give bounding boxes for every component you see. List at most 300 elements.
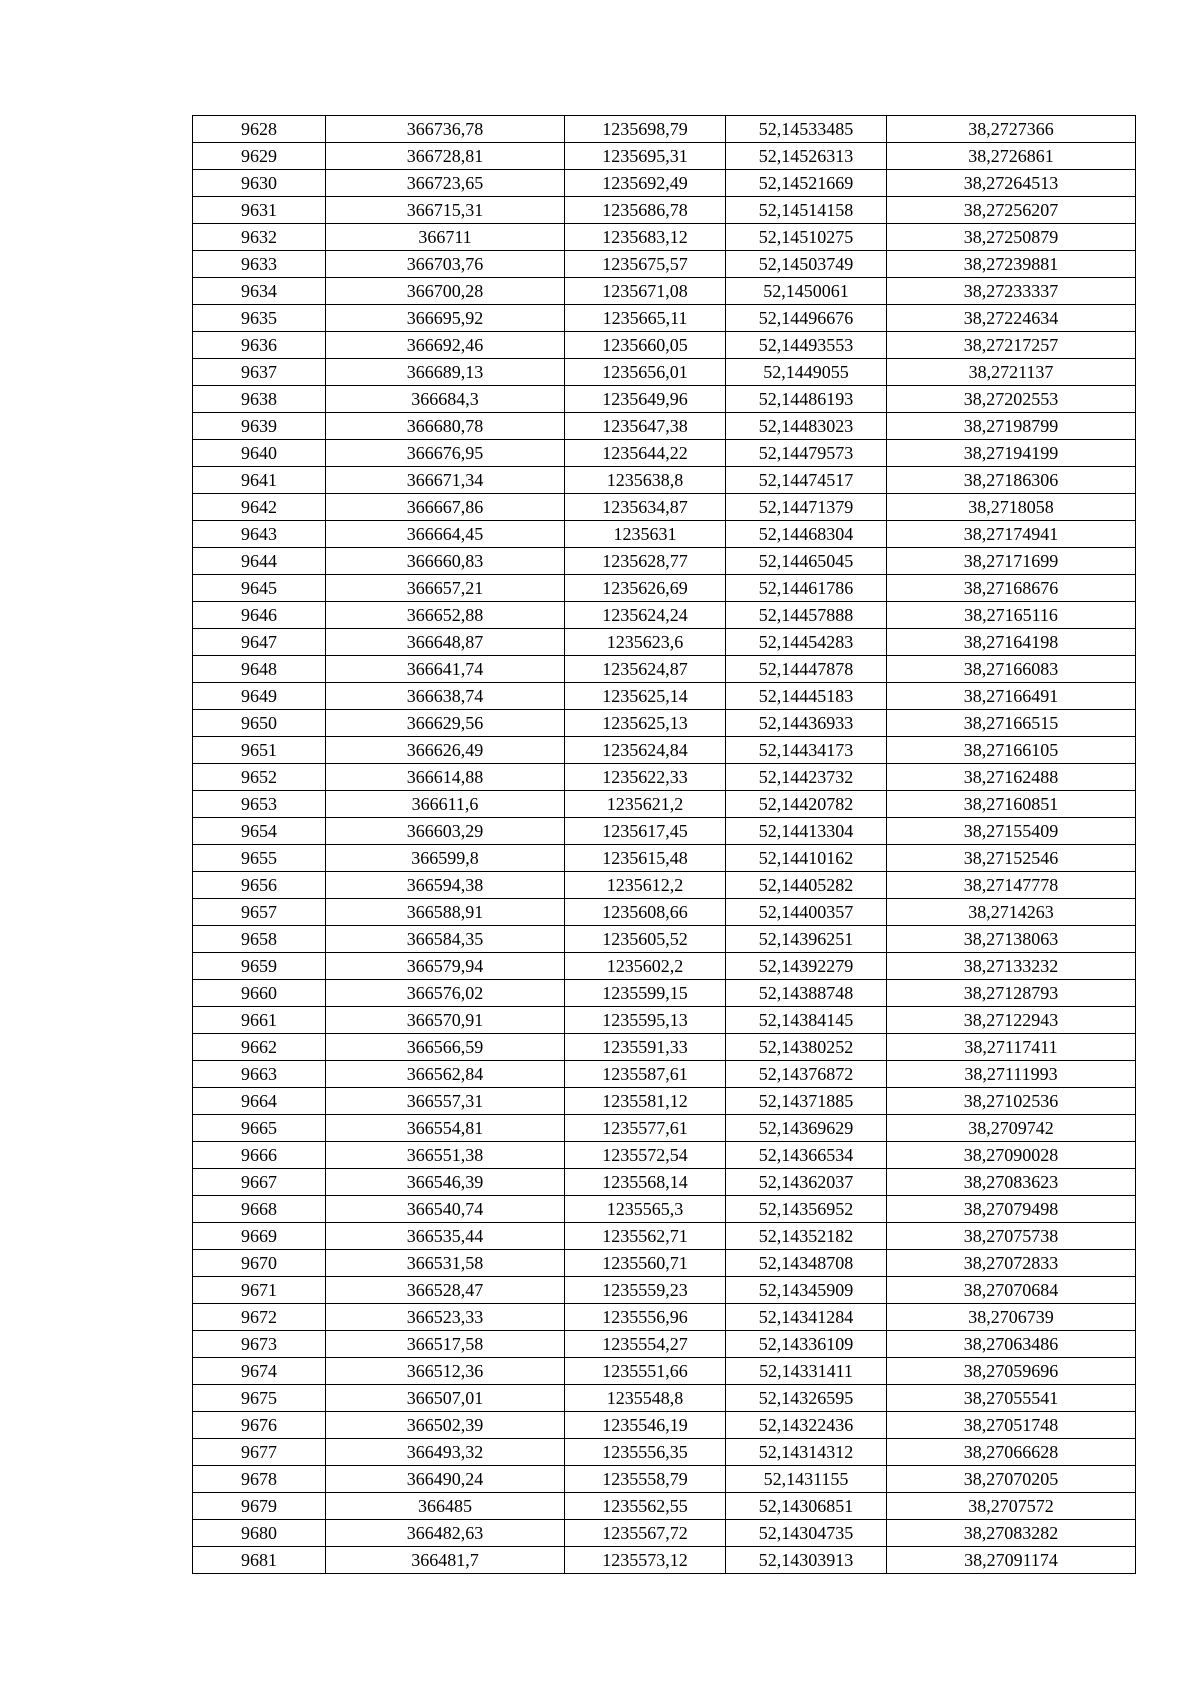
point-number-cell: 9653: [193, 791, 326, 818]
table-row: [193, 116, 1136, 143]
x-coordinate-cell: 366614,88: [326, 764, 565, 791]
point-number-cell: 9678: [193, 1466, 326, 1493]
point-number-cell: 9681: [193, 1547, 326, 1574]
longitude-cell: 38,27102536: [887, 1088, 1136, 1115]
point-number-cell: 9641: [193, 467, 326, 494]
x-coordinate-cell: 366554,81: [326, 1115, 565, 1142]
table-row: [193, 1520, 1136, 1547]
y-coordinate-cell: 1235634,87: [565, 494, 726, 521]
latitude-cell: 52,14384145: [726, 1007, 887, 1034]
point-number-cell: 9661: [193, 1007, 326, 1034]
y-coordinate-cell: 1235675,57: [565, 251, 726, 278]
y-coordinate-cell: 1235612,2: [565, 872, 726, 899]
x-coordinate-cell: 366715,31: [326, 197, 565, 224]
table-row: [193, 791, 1136, 818]
latitude-cell: 52,14304735: [726, 1520, 887, 1547]
y-coordinate-cell: 1235602,2: [565, 953, 726, 980]
table-row: [193, 980, 1136, 1007]
x-coordinate-cell: 366641,74: [326, 656, 565, 683]
point-number-cell: 9667: [193, 1169, 326, 1196]
longitude-cell: 38,27166515: [887, 710, 1136, 737]
x-coordinate-cell: 366546,39: [326, 1169, 565, 1196]
table-row: [193, 1412, 1136, 1439]
table-row: [193, 602, 1136, 629]
y-coordinate-cell: 1235568,14: [565, 1169, 726, 1196]
point-number-cell: 9638: [193, 386, 326, 413]
table-row: [193, 359, 1136, 386]
longitude-cell: 38,27166105: [887, 737, 1136, 764]
table-row: [193, 224, 1136, 251]
y-coordinate-cell: 1235581,12: [565, 1088, 726, 1115]
y-coordinate-cell: 1235656,01: [565, 359, 726, 386]
latitude-cell: 52,14366534: [726, 1142, 887, 1169]
point-number-cell: 9647: [193, 629, 326, 656]
table-row: [193, 1493, 1136, 1520]
latitude-cell: 52,14423732: [726, 764, 887, 791]
point-number-cell: 9666: [193, 1142, 326, 1169]
x-coordinate-cell: 366528,47: [326, 1277, 565, 1304]
point-number-cell: 9640: [193, 440, 326, 467]
table-row: [193, 1466, 1136, 1493]
longitude-cell: 38,2709742: [887, 1115, 1136, 1142]
x-coordinate-cell: 366664,45: [326, 521, 565, 548]
coordinates-table: [192, 115, 1136, 1574]
point-number-cell: 9644: [193, 548, 326, 575]
longitude-cell: 38,27233337: [887, 278, 1136, 305]
point-number-cell: 9665: [193, 1115, 326, 1142]
y-coordinate-cell: 1235617,45: [565, 818, 726, 845]
latitude-cell: 52,1431155: [726, 1466, 887, 1493]
x-coordinate-cell: 366667,86: [326, 494, 565, 521]
point-number-cell: 9628: [193, 116, 326, 143]
longitude-cell: 38,27194199: [887, 440, 1136, 467]
x-coordinate-cell: 366594,38: [326, 872, 565, 899]
y-coordinate-cell: 1235587,61: [565, 1061, 726, 1088]
point-number-cell: 9639: [193, 413, 326, 440]
point-number-cell: 9679: [193, 1493, 326, 1520]
latitude-cell: 52,14445183: [726, 683, 887, 710]
x-coordinate-cell: 366493,32: [326, 1439, 565, 1466]
x-coordinate-cell: 366512,36: [326, 1358, 565, 1385]
y-coordinate-cell: 1235556,96: [565, 1304, 726, 1331]
point-number-cell: 9659: [193, 953, 326, 980]
longitude-cell: 38,27072833: [887, 1250, 1136, 1277]
longitude-cell: 38,27198799: [887, 413, 1136, 440]
y-coordinate-cell: 1235631: [565, 521, 726, 548]
y-coordinate-cell: 1235628,77: [565, 548, 726, 575]
y-coordinate-cell: 1235665,11: [565, 305, 726, 332]
latitude-cell: 52,14348708: [726, 1250, 887, 1277]
y-coordinate-cell: 1235671,08: [565, 278, 726, 305]
y-coordinate-cell: 1235621,2: [565, 791, 726, 818]
table-row: [193, 872, 1136, 899]
x-coordinate-cell: 366576,02: [326, 980, 565, 1007]
x-coordinate-cell: 366652,88: [326, 602, 565, 629]
point-number-cell: 9672: [193, 1304, 326, 1331]
y-coordinate-cell: 1235686,78: [565, 197, 726, 224]
y-coordinate-cell: 1235624,87: [565, 656, 726, 683]
longitude-cell: 38,2727366: [887, 116, 1136, 143]
table-row: [193, 143, 1136, 170]
table-row: [193, 1304, 1136, 1331]
x-coordinate-cell: 366657,21: [326, 575, 565, 602]
x-coordinate-cell: 366490,24: [326, 1466, 565, 1493]
table-row: [193, 818, 1136, 845]
y-coordinate-cell: 1235567,72: [565, 1520, 726, 1547]
latitude-cell: 52,14521669: [726, 170, 887, 197]
longitude-cell: 38,27070684: [887, 1277, 1136, 1304]
longitude-cell: 38,27083282: [887, 1520, 1136, 1547]
latitude-cell: 52,14396251: [726, 926, 887, 953]
x-coordinate-cell: 366703,76: [326, 251, 565, 278]
x-coordinate-cell: 366660,83: [326, 548, 565, 575]
x-coordinate-cell: 366502,39: [326, 1412, 565, 1439]
x-coordinate-cell: 366629,56: [326, 710, 565, 737]
point-number-cell: 9634: [193, 278, 326, 305]
y-coordinate-cell: 1235698,79: [565, 116, 726, 143]
point-number-cell: 9642: [193, 494, 326, 521]
y-coordinate-cell: 1235554,27: [565, 1331, 726, 1358]
table-row: [193, 953, 1136, 980]
longitude-cell: 38,27166083: [887, 656, 1136, 683]
longitude-cell: 38,27117411: [887, 1034, 1136, 1061]
latitude-cell: 52,14461786: [726, 575, 887, 602]
table-row: [193, 548, 1136, 575]
longitude-cell: 38,27160851: [887, 791, 1136, 818]
x-coordinate-cell: 366481,7: [326, 1547, 565, 1574]
longitude-cell: 38,2726861: [887, 143, 1136, 170]
x-coordinate-cell: 366736,78: [326, 116, 565, 143]
table-row: [193, 332, 1136, 359]
point-number-cell: 9669: [193, 1223, 326, 1250]
point-number-cell: 9631: [193, 197, 326, 224]
x-coordinate-cell: 366482,63: [326, 1520, 565, 1547]
longitude-cell: 38,27138063: [887, 926, 1136, 953]
y-coordinate-cell: 1235591,33: [565, 1034, 726, 1061]
table-row: [193, 899, 1136, 926]
longitude-cell: 38,2707572: [887, 1493, 1136, 1520]
latitude-cell: 52,14341284: [726, 1304, 887, 1331]
y-coordinate-cell: 1235625,14: [565, 683, 726, 710]
longitude-cell: 38,27066628: [887, 1439, 1136, 1466]
point-number-cell: 9651: [193, 737, 326, 764]
point-number-cell: 9680: [193, 1520, 326, 1547]
table-row: [193, 1331, 1136, 1358]
latitude-cell: 52,14362037: [726, 1169, 887, 1196]
latitude-cell: 52,14483023: [726, 413, 887, 440]
latitude-cell: 52,14413304: [726, 818, 887, 845]
latitude-cell: 52,14526313: [726, 143, 887, 170]
latitude-cell: 52,14400357: [726, 899, 887, 926]
point-number-cell: 9676: [193, 1412, 326, 1439]
point-number-cell: 9655: [193, 845, 326, 872]
longitude-cell: 38,27133232: [887, 953, 1136, 980]
latitude-cell: 52,14436933: [726, 710, 887, 737]
y-coordinate-cell: 1235599,15: [565, 980, 726, 1007]
x-coordinate-cell: 366584,35: [326, 926, 565, 953]
latitude-cell: 52,14369629: [726, 1115, 887, 1142]
point-number-cell: 9670: [193, 1250, 326, 1277]
table-row: [193, 926, 1136, 953]
longitude-cell: 38,27155409: [887, 818, 1136, 845]
table-row: [193, 1115, 1136, 1142]
table-row: [193, 737, 1136, 764]
x-coordinate-cell: 366700,28: [326, 278, 565, 305]
longitude-cell: 38,27168676: [887, 575, 1136, 602]
table-row: [193, 197, 1136, 224]
x-coordinate-cell: 366517,58: [326, 1331, 565, 1358]
longitude-cell: 38,27166491: [887, 683, 1136, 710]
x-coordinate-cell: 366535,44: [326, 1223, 565, 1250]
point-number-cell: 9674: [193, 1358, 326, 1385]
longitude-cell: 38,27174941: [887, 521, 1136, 548]
latitude-cell: 52,14486193: [726, 386, 887, 413]
y-coordinate-cell: 1235560,71: [565, 1250, 726, 1277]
point-number-cell: 9649: [193, 683, 326, 710]
x-coordinate-cell: 366599,8: [326, 845, 565, 872]
point-number-cell: 9654: [193, 818, 326, 845]
table-row: [193, 1034, 1136, 1061]
x-coordinate-cell: 366570,91: [326, 1007, 565, 1034]
y-coordinate-cell: 1235638,8: [565, 467, 726, 494]
longitude-cell: 38,2714263: [887, 899, 1136, 926]
point-number-cell: 9635: [193, 305, 326, 332]
table-row: [193, 710, 1136, 737]
table-row: [193, 521, 1136, 548]
longitude-cell: 38,27055541: [887, 1385, 1136, 1412]
latitude-cell: 52,14388748: [726, 980, 887, 1007]
longitude-cell: 38,27051748: [887, 1412, 1136, 1439]
longitude-cell: 38,27075738: [887, 1223, 1136, 1250]
longitude-cell: 38,27063486: [887, 1331, 1136, 1358]
longitude-cell: 38,27147778: [887, 872, 1136, 899]
longitude-cell: 38,27083623: [887, 1169, 1136, 1196]
longitude-cell: 38,27239881: [887, 251, 1136, 278]
y-coordinate-cell: 1235660,05: [565, 332, 726, 359]
x-coordinate-cell: 366562,84: [326, 1061, 565, 1088]
y-coordinate-cell: 1235548,8: [565, 1385, 726, 1412]
latitude-cell: 52,14420782: [726, 791, 887, 818]
table-row: [193, 845, 1136, 872]
x-coordinate-cell: 366692,46: [326, 332, 565, 359]
latitude-cell: 52,14474517: [726, 467, 887, 494]
y-coordinate-cell: 1235546,19: [565, 1412, 726, 1439]
point-number-cell: 9663: [193, 1061, 326, 1088]
latitude-cell: 52,14465045: [726, 548, 887, 575]
y-coordinate-cell: 1235573,12: [565, 1547, 726, 1574]
table-row: [193, 305, 1136, 332]
y-coordinate-cell: 1235649,96: [565, 386, 726, 413]
y-coordinate-cell: 1235559,23: [565, 1277, 726, 1304]
y-coordinate-cell: 1235572,54: [565, 1142, 726, 1169]
longitude-cell: 38,2706739: [887, 1304, 1136, 1331]
table-row: [193, 683, 1136, 710]
latitude-cell: 52,1449055: [726, 359, 887, 386]
table-row: [193, 1385, 1136, 1412]
y-coordinate-cell: 1235626,69: [565, 575, 726, 602]
y-coordinate-cell: 1235605,52: [565, 926, 726, 953]
table-row: [193, 1169, 1136, 1196]
x-coordinate-cell: 366723,65: [326, 170, 565, 197]
latitude-cell: 52,14326595: [726, 1385, 887, 1412]
x-coordinate-cell: 366566,59: [326, 1034, 565, 1061]
latitude-cell: 52,14392279: [726, 953, 887, 980]
point-number-cell: 9657: [193, 899, 326, 926]
latitude-cell: 52,14514158: [726, 197, 887, 224]
y-coordinate-cell: 1235625,13: [565, 710, 726, 737]
y-coordinate-cell: 1235562,55: [565, 1493, 726, 1520]
latitude-cell: 52,14352182: [726, 1223, 887, 1250]
x-coordinate-cell: 366728,81: [326, 143, 565, 170]
table-row: [193, 1142, 1136, 1169]
x-coordinate-cell: 366711: [326, 224, 565, 251]
latitude-cell: 52,14479573: [726, 440, 887, 467]
table-row: [193, 764, 1136, 791]
table-row: [193, 413, 1136, 440]
point-number-cell: 9629: [193, 143, 326, 170]
table-row: [193, 1061, 1136, 1088]
x-coordinate-cell: 366485: [326, 1493, 565, 1520]
longitude-cell: 38,27250879: [887, 224, 1136, 251]
latitude-cell: 52,14434173: [726, 737, 887, 764]
x-coordinate-cell: 366540,74: [326, 1196, 565, 1223]
table-row: [193, 1196, 1136, 1223]
y-coordinate-cell: 1235562,71: [565, 1223, 726, 1250]
latitude-cell: 52,14371885: [726, 1088, 887, 1115]
latitude-cell: 52,14314312: [726, 1439, 887, 1466]
x-coordinate-cell: 366551,38: [326, 1142, 565, 1169]
longitude-cell: 38,27111993: [887, 1061, 1136, 1088]
table-row: [193, 1088, 1136, 1115]
longitude-cell: 38,2718058: [887, 494, 1136, 521]
point-number-cell: 9671: [193, 1277, 326, 1304]
point-number-cell: 9662: [193, 1034, 326, 1061]
longitude-cell: 38,27164198: [887, 629, 1136, 656]
x-coordinate-cell: 366648,87: [326, 629, 565, 656]
x-coordinate-cell: 366588,91: [326, 899, 565, 926]
y-coordinate-cell: 1235556,35: [565, 1439, 726, 1466]
longitude-cell: 38,27224634: [887, 305, 1136, 332]
longitude-cell: 38,27070205: [887, 1466, 1136, 1493]
x-coordinate-cell: 366689,13: [326, 359, 565, 386]
table-row: [193, 386, 1136, 413]
x-coordinate-cell: 366531,58: [326, 1250, 565, 1277]
table-row: [193, 170, 1136, 197]
y-coordinate-cell: 1235595,13: [565, 1007, 726, 1034]
x-coordinate-cell: 366603,29: [326, 818, 565, 845]
latitude-cell: 52,14331411: [726, 1358, 887, 1385]
table-row: [193, 656, 1136, 683]
table-row: [193, 1547, 1136, 1574]
x-coordinate-cell: 366507,01: [326, 1385, 565, 1412]
longitude-cell: 38,27165116: [887, 602, 1136, 629]
longitude-cell: 38,27122943: [887, 1007, 1136, 1034]
x-coordinate-cell: 366638,74: [326, 683, 565, 710]
y-coordinate-cell: 1235624,84: [565, 737, 726, 764]
latitude-cell: 52,14322436: [726, 1412, 887, 1439]
latitude-cell: 52,14471379: [726, 494, 887, 521]
y-coordinate-cell: 1235551,66: [565, 1358, 726, 1385]
longitude-cell: 38,27090028: [887, 1142, 1136, 1169]
point-number-cell: 9648: [193, 656, 326, 683]
y-coordinate-cell: 1235622,33: [565, 764, 726, 791]
latitude-cell: 52,14303913: [726, 1547, 887, 1574]
latitude-cell: 52,14493553: [726, 332, 887, 359]
latitude-cell: 52,14376872: [726, 1061, 887, 1088]
point-number-cell: 9650: [193, 710, 326, 737]
point-number-cell: 9646: [193, 602, 326, 629]
point-number-cell: 9630: [193, 170, 326, 197]
x-coordinate-cell: 366611,6: [326, 791, 565, 818]
longitude-cell: 38,27091174: [887, 1547, 1136, 1574]
table-row: [193, 1358, 1136, 1385]
point-number-cell: 9656: [193, 872, 326, 899]
longitude-cell: 38,2721137: [887, 359, 1136, 386]
y-coordinate-cell: 1235577,61: [565, 1115, 726, 1142]
x-coordinate-cell: 366557,31: [326, 1088, 565, 1115]
longitude-cell: 38,27079498: [887, 1196, 1136, 1223]
y-coordinate-cell: 1235615,48: [565, 845, 726, 872]
y-coordinate-cell: 1235558,79: [565, 1466, 726, 1493]
longitude-cell: 38,27152546: [887, 845, 1136, 872]
point-number-cell: 9632: [193, 224, 326, 251]
y-coordinate-cell: 1235623,6: [565, 629, 726, 656]
latitude-cell: 52,14468304: [726, 521, 887, 548]
point-number-cell: 9633: [193, 251, 326, 278]
y-coordinate-cell: 1235695,31: [565, 143, 726, 170]
table-row: [193, 1223, 1136, 1250]
latitude-cell: 52,14457888: [726, 602, 887, 629]
x-coordinate-cell: 366671,34: [326, 467, 565, 494]
latitude-cell: 52,14306851: [726, 1493, 887, 1520]
x-coordinate-cell: 366680,78: [326, 413, 565, 440]
point-number-cell: 9664: [193, 1088, 326, 1115]
point-number-cell: 9636: [193, 332, 326, 359]
latitude-cell: 52,14454283: [726, 629, 887, 656]
latitude-cell: 52,14405282: [726, 872, 887, 899]
longitude-cell: 38,27171699: [887, 548, 1136, 575]
longitude-cell: 38,27217257: [887, 332, 1136, 359]
longitude-cell: 38,27128793: [887, 980, 1136, 1007]
y-coordinate-cell: 1235624,24: [565, 602, 726, 629]
point-number-cell: 9645: [193, 575, 326, 602]
point-number-cell: 9673: [193, 1331, 326, 1358]
latitude-cell: 52,14380252: [726, 1034, 887, 1061]
x-coordinate-cell: 366523,33: [326, 1304, 565, 1331]
y-coordinate-cell: 1235608,66: [565, 899, 726, 926]
x-coordinate-cell: 366676,95: [326, 440, 565, 467]
table-row: [193, 629, 1136, 656]
longitude-cell: 38,27059696: [887, 1358, 1136, 1385]
point-number-cell: 9660: [193, 980, 326, 1007]
point-number-cell: 9637: [193, 359, 326, 386]
longitude-cell: 38,27202553: [887, 386, 1136, 413]
y-coordinate-cell: 1235647,38: [565, 413, 726, 440]
y-coordinate-cell: 1235692,49: [565, 170, 726, 197]
point-number-cell: 9668: [193, 1196, 326, 1223]
table-row: [193, 440, 1136, 467]
table-row: [193, 278, 1136, 305]
latitude-cell: 52,14447878: [726, 656, 887, 683]
latitude-cell: 52,14510275: [726, 224, 887, 251]
latitude-cell: 52,14356952: [726, 1196, 887, 1223]
table-row: [193, 251, 1136, 278]
table-row: [193, 575, 1136, 602]
y-coordinate-cell: 1235565,3: [565, 1196, 726, 1223]
latitude-cell: 52,14410162: [726, 845, 887, 872]
table-row: [193, 1439, 1136, 1466]
table-row: [193, 1007, 1136, 1034]
